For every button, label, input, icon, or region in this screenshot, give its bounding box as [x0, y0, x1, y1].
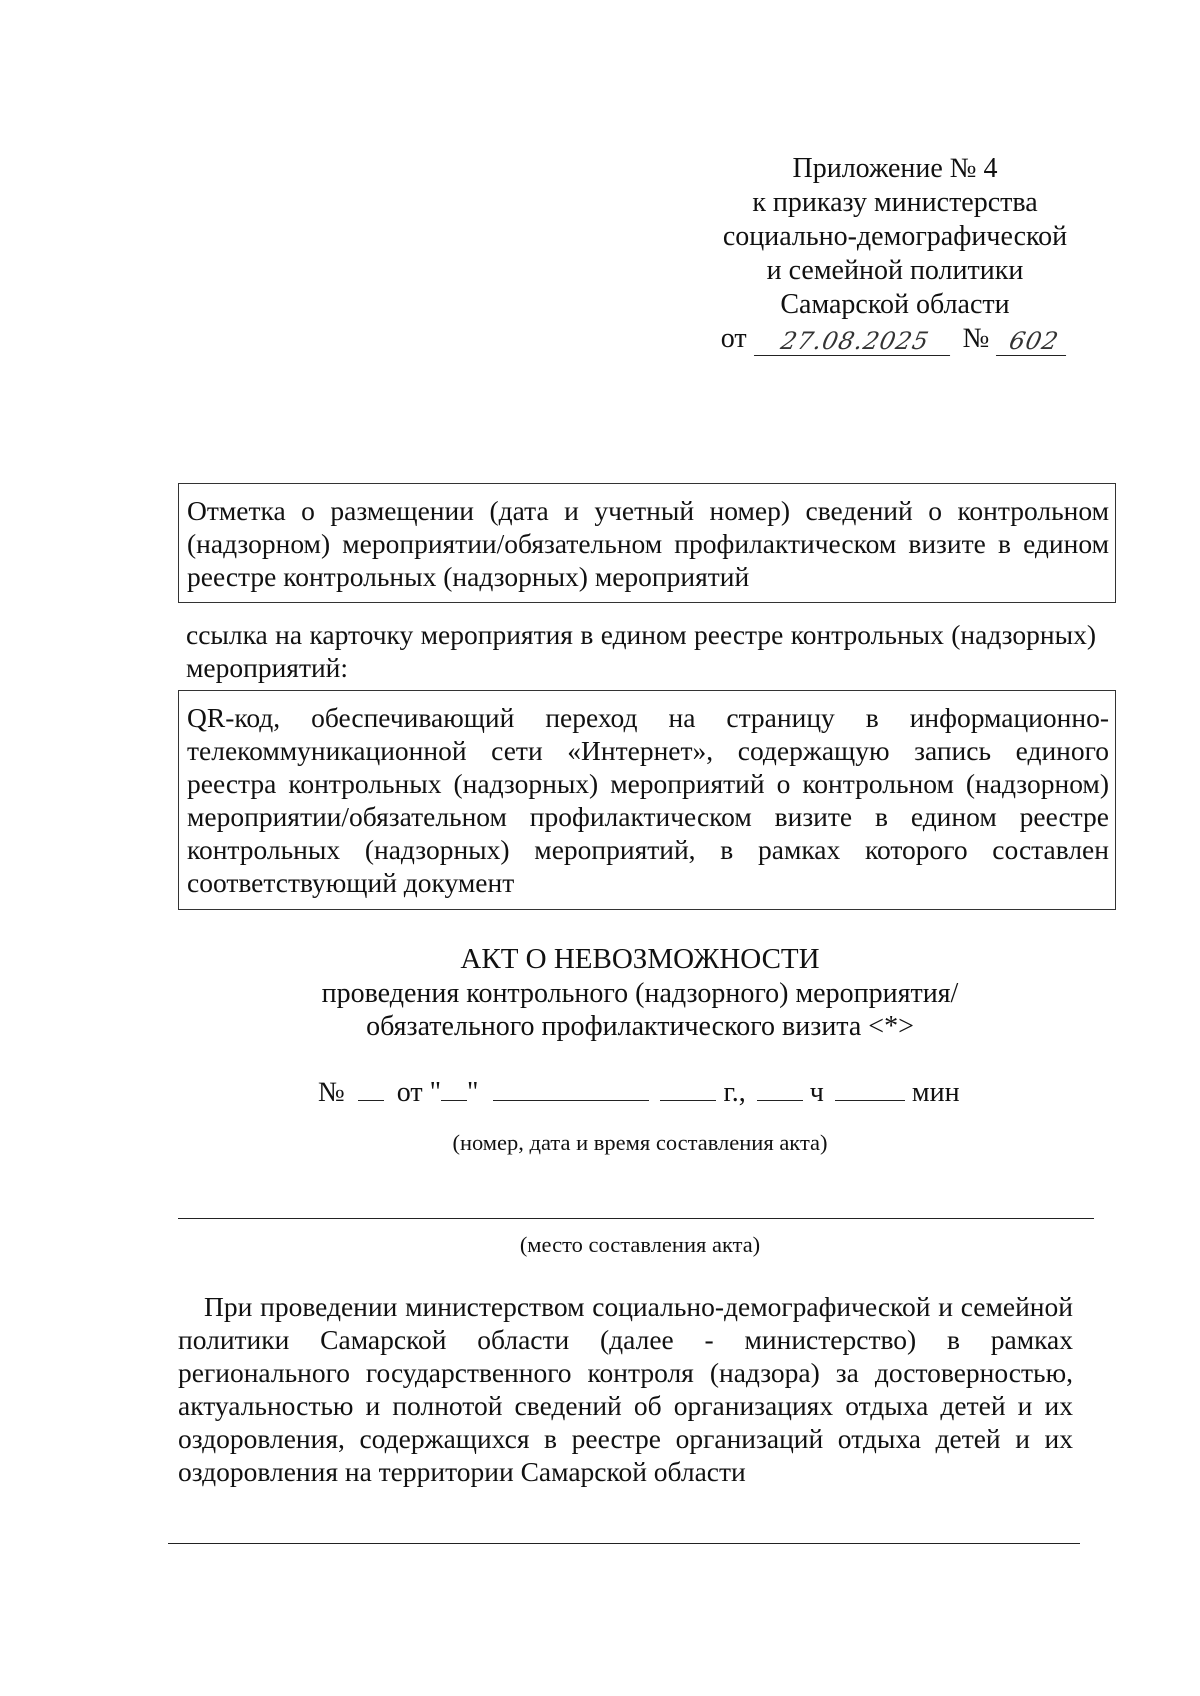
- minutes-label: мин: [911, 1077, 960, 1108]
- year-suffix: г.,: [723, 1077, 746, 1108]
- annex-line-order: к приказу министерства: [752, 187, 1038, 218]
- annex-line-region: Самарской области: [780, 289, 1010, 320]
- annex-date-line: [710, 322, 1080, 356]
- year-blank: [660, 1078, 716, 1101]
- minutes-blank: [835, 1078, 905, 1101]
- annex-line-policy: и семейной политики: [766, 255, 1024, 286]
- act-number-line: [318, 1076, 958, 1110]
- day-blank: [441, 1078, 467, 1101]
- handwritten-number: 602: [996, 327, 1072, 356]
- annex-header: [710, 152, 1080, 356]
- hours-blank: [757, 1078, 803, 1101]
- registry-link-text: ссылка на карточку мероприятия в едином реестре контрольных (надзорных) мероприятий:: [186, 619, 1096, 683]
- quote-open: ": [429, 1077, 442, 1108]
- body-paragraph: При проведении министерством социально-демографической и семейной политики Самарской области (далее - министерство) в рамках регионального государственного контроля (надзора) за достоверностью, актуальностью и полнотой сведений об организациях отдыха детей и их оздоровления, содержащихся в реестре организаций отдыха детей и их оздоровления на территории Самарской области: [178, 1291, 1073, 1487]
- fill-in-rule: [168, 1543, 1080, 1544]
- act-title: АКТ О НЕВОЗМОЖНОСТИ: [460, 943, 820, 975]
- month-blank: [493, 1078, 649, 1101]
- act-subtitle-2: обязательного профилактического визита <*>: [366, 1011, 914, 1042]
- annex-line-title: Приложение № 4: [792, 153, 998, 184]
- qr-code-box: QR-код, обеспечивающий переход на страницу в информационно-телекоммуникационной сети «Интернет», содержащую запись единого реестра контрольных (надзорных) мероприятий о контрольном (надзорном) мероприятии/обязательном профилактическом визите в едином реестре контрольных (надзорных) мероприятий, в рамках которого составлен соответствующий документ: [178, 690, 1116, 910]
- act-subtitle-1: проведения контрольного (надзорного) мероприятия/: [321, 978, 959, 1009]
- place-rule: [178, 1218, 1094, 1219]
- act-number-blank: [358, 1078, 384, 1101]
- act-number-sign: №: [318, 1077, 345, 1108]
- registry-mark-box: Отметка о размещении (дата и учетный номер) сведений о контрольном (надзорном) мероприятии/обязательном профилактическом визите в едином реестре контрольных (надзорных) мероприятий: [178, 483, 1116, 603]
- annex-date-prefix: от: [720, 323, 747, 354]
- annex-line-ministry: социально-демографической: [722, 221, 1068, 252]
- annex-number-sign: №: [962, 323, 990, 354]
- caption-datetime: (номер, дата и время составления акта): [452, 1130, 828, 1155]
- act-from-label: от: [396, 1077, 423, 1108]
- hours-label: ч: [809, 1077, 824, 1108]
- handwritten-date: 27.08.2025: [753, 327, 955, 356]
- caption-place: (место составления акта): [519, 1232, 761, 1257]
- quote-close: ": [467, 1077, 479, 1108]
